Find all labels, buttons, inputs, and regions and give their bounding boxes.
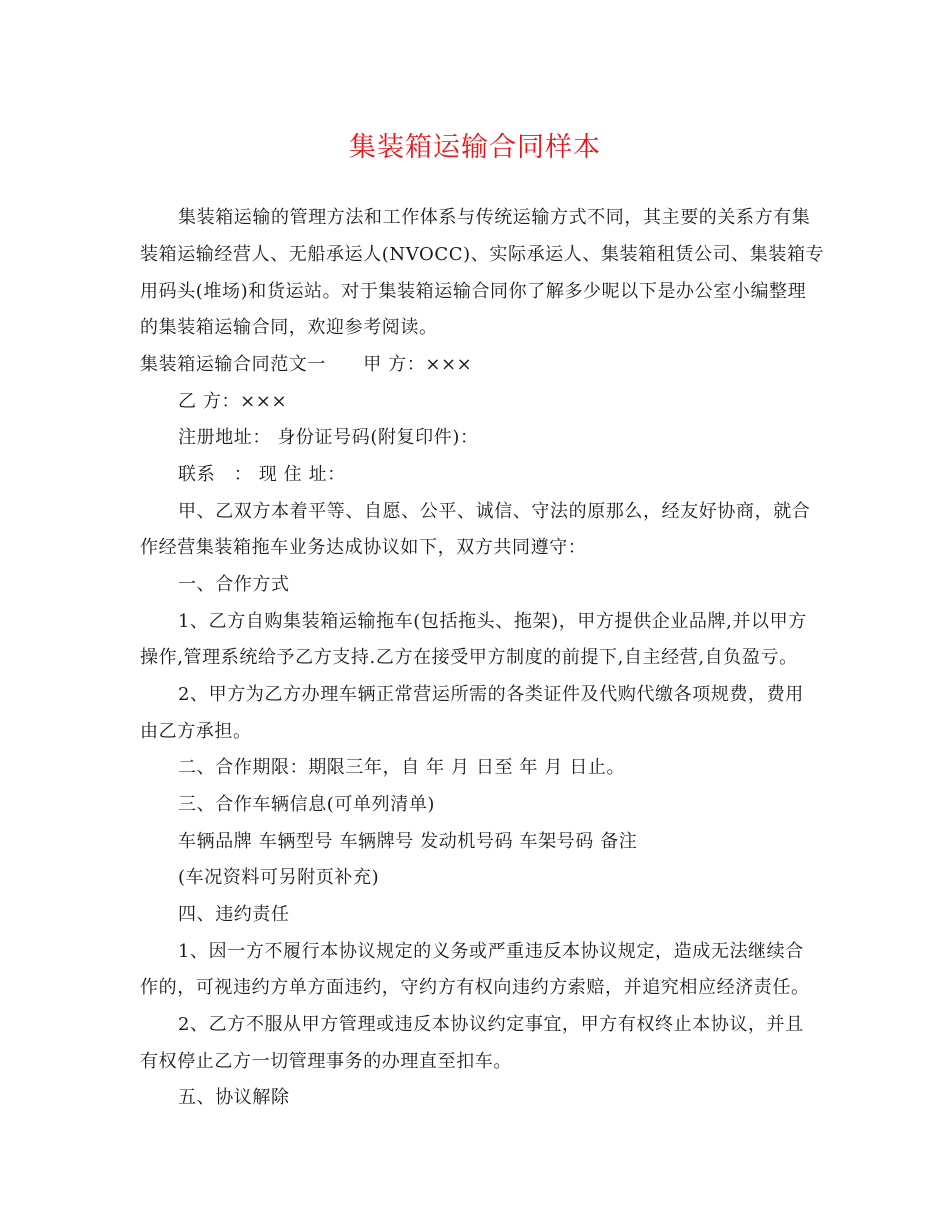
paragraph-line: 1、乙方自购集装箱运输拖车(包括拖头、拖架)，甲方提供企业品牌,并以甲方: [178, 611, 807, 632]
paragraph-line: 1、因一方不履行本协议规定的义务或严重违反本协议规定，造成无法继续合: [178, 941, 804, 962]
paragraph-line: 乙 方：×××: [178, 391, 288, 412]
paragraph-line: 由乙方承担。: [140, 721, 252, 742]
paragraph-line: 有权停止乙方一切管理事务的办理直至扣车。: [140, 1051, 512, 1072]
section-heading: 一、合作方式: [178, 574, 290, 595]
paragraph-line: 用码头(堆场)和货运站。对于集装箱运输合同你了解多少呢以下是办公室小编整理: [140, 281, 807, 302]
section-heading: 二、合作期限：期限三年，自 年 月 日至 年 月 日止。: [178, 757, 626, 778]
section-heading: 四、违约责任: [178, 904, 290, 925]
paragraph-line: 2、乙方不服从甲方管理或违反本协议约定事宜，甲方有权终止本协议，并且: [178, 1014, 804, 1035]
paragraph-line: (车况资料可另附页补充): [178, 867, 380, 888]
section-heading: 三、合作车辆信息(可单列清单): [178, 794, 436, 815]
paragraph-line: 的集装箱运输合同，欢迎参考阅读。: [140, 317, 438, 338]
paragraph-line: 甲、乙双方本着平等、自愿、公平、诚信、守法的原那么，经友好协商，就合: [178, 501, 811, 522]
paragraph-line: 注册地址： 身份证号码(附复印件)：: [178, 427, 479, 448]
paragraph-line: 联系 ： 现 住 址：: [178, 464, 346, 485]
paragraph-line: 作的，可视违约方单方面违约，守约方有权向违约方索赔，并追究相应经济责任。: [140, 977, 810, 998]
paragraph-line: 2、甲方为乙方办理车辆正常营运所需的各类证件及代购代缴各项规费，费用: [178, 684, 804, 705]
paragraph-line: 车辆品牌 车辆型号 车辆牌号 发动机号码 车架号码 备注: [178, 831, 638, 852]
paragraph-line: 装箱运输经营人、无船承运人(NVOCC)、实际承运人、集装箱租赁公司、集装箱专: [140, 244, 825, 265]
section-heading: 五、协议解除: [178, 1087, 290, 1108]
document-title: 集装箱运输合同样本: [349, 132, 601, 163]
paragraph-line: 集装箱运输的管理方法和工作体系与传统运输方式不同，其主要的关系方有集: [178, 207, 811, 228]
paragraph-line: 集装箱运输合同范文一 甲 方：×××: [140, 354, 473, 375]
paragraph-line: 作经营集装箱拖车业务达成协议如下，双方共同遵守：: [140, 537, 587, 558]
paragraph-line: 操作,管理系统给予乙方支持.乙方在接受甲方制度的前提下,自主经营,自负盈亏。: [140, 647, 798, 668]
